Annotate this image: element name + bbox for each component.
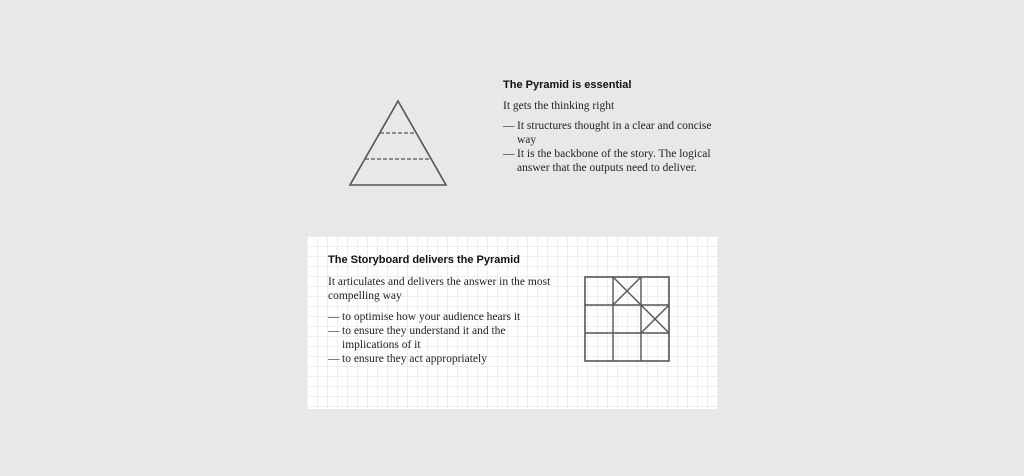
storyboard-grid-icon	[584, 276, 672, 364]
dash-marker: —	[328, 353, 340, 365]
list-item	[328, 310, 563, 324]
bullet-text: It is the backbone of the story. The logical answer that the outputs need to deliver.	[517, 148, 711, 174]
pyramid-heading: The Pyramid is essential	[503, 79, 632, 91]
storyboard-description	[328, 253, 563, 366]
dash-marker: —	[503, 120, 515, 132]
storyboard-bullet-list	[328, 310, 563, 366]
bullet-text: to optimise how your audience hears it	[342, 311, 521, 323]
pyramid-lead: It gets the thinking right	[503, 100, 615, 112]
list-item	[503, 147, 723, 175]
list-item	[328, 352, 563, 366]
pyramid-icon	[347, 98, 449, 188]
bullet-text: to ensure they understand it and the implications of it	[342, 325, 506, 351]
storyboard-heading: The Storyboard delivers the Pyramid	[328, 254, 520, 266]
bullet-text: It structures thought in a clear and concise way	[517, 120, 712, 146]
dash-marker: —	[503, 148, 515, 160]
storyboard-lead: It articulates and delivers the answer in the most compelling way	[328, 276, 551, 302]
dash-marker: —	[328, 325, 340, 337]
dash-marker: —	[328, 311, 340, 323]
pyramid-description	[503, 78, 723, 175]
list-item	[503, 119, 723, 147]
list-item	[328, 324, 563, 352]
bullet-text: to ensure they act appropriately	[342, 353, 487, 365]
storyboard-card	[307, 236, 718, 409]
pyramid-bullet-list	[503, 119, 723, 175]
